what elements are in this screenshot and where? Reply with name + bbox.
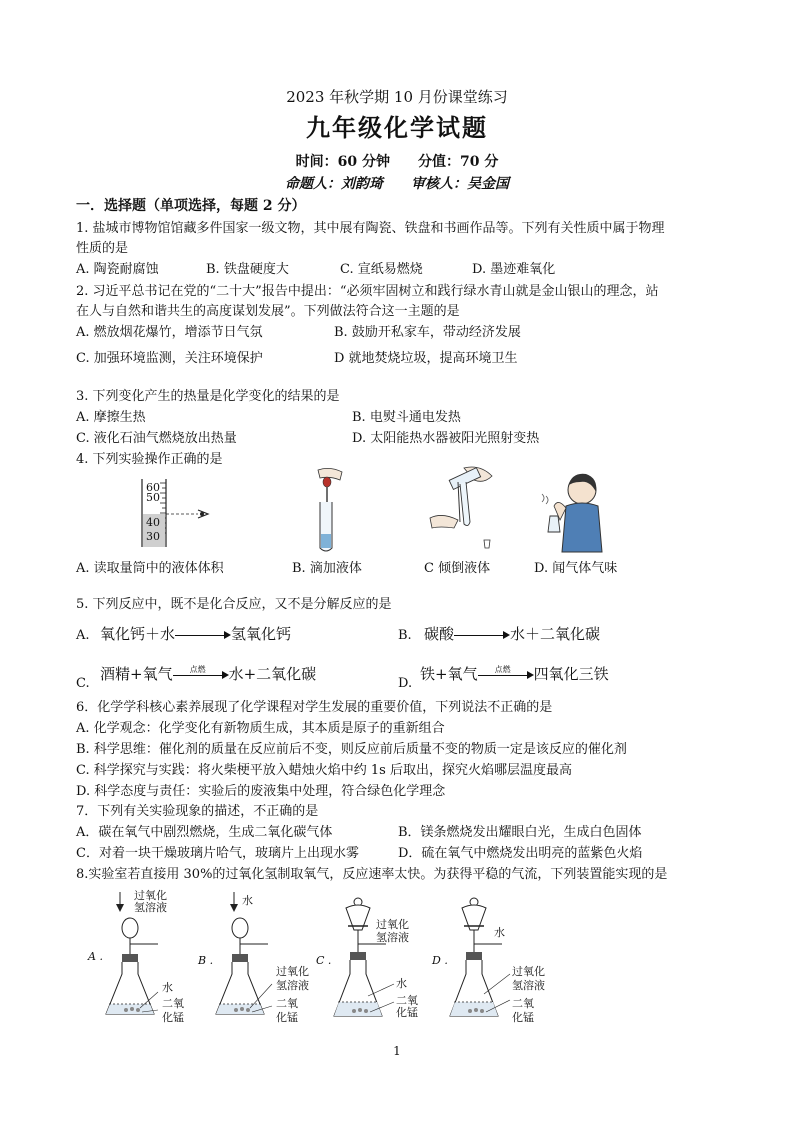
q6-stem: 6．化学学科核心素养展现了化学课程对学生发展的重要价值，下列说法不正确的是 <box>76 700 553 715</box>
equation-reactants: 酒精+氧气 <box>100 665 173 683</box>
q8-a-right-3: 化锰 <box>162 1011 184 1024</box>
q8-b-top-line1: 水 <box>242 894 253 907</box>
q6-option-b: B. 科学思维：催化剂的质量在反应前后不变，则反应前后质量不变的物质一定是该反应的催化剂 <box>76 742 627 757</box>
cylinder-tick-50: 50 <box>146 491 160 504</box>
q4-figure-b-dropper <box>300 466 360 554</box>
reaction-arrow <box>173 665 229 682</box>
q8-c-label: C . <box>316 954 332 967</box>
q1-option-a: A. 陶瓷耐腐蚀 <box>76 262 159 277</box>
q6-option-c: C. 科学探究与实践：将火柴梗平放入蜡烛火焰中约 1s 后取出，探究火焰哪层温度最高 <box>76 763 572 778</box>
q7-stem: 7．下列有关实验现象的描述，不正确的是 <box>76 804 319 819</box>
reaction-arrow <box>454 628 510 642</box>
q1-stem-line1: 1. 盐城市博物馆馆藏多件国家一级文物，其中展有陶瓷、铁盘和书画作品等。下列有关性质中属于物理 <box>76 221 665 236</box>
q2-option-c: C. 加强环境监测，关注环境保护 <box>76 351 263 366</box>
q3-option-a: A. 摩擦生热 <box>76 410 146 425</box>
q2-option-a: A. 燃放烟花爆竹，增添节日气氛 <box>76 325 263 340</box>
q1-stem-line2: 性质的是 <box>76 241 129 256</box>
q4-figure-d-smelling <box>540 466 610 554</box>
q8-a-top-line1: 过氧化 <box>134 889 167 902</box>
q1-option-d: D. 墨迹难氧化 <box>472 262 556 277</box>
reaction-arrow <box>478 665 534 682</box>
q8-a-top-line2: 氢溶液 <box>134 901 167 914</box>
q8-stem: 8.实验室若直接用 30%的过氧化氢制取氧气，反应速率太快。为获得平稳的气流，下列装置能实现的是 <box>76 867 668 882</box>
q8-b-right-1: 过氧化 <box>276 965 309 978</box>
q1-option-c: C. 宣纸易燃烧 <box>340 262 423 277</box>
q3-option-c: C. 液化石油气燃烧放出热量 <box>76 431 237 446</box>
q8-c-top-line1: 过氧化 <box>376 918 409 931</box>
q4-option-c: C 倾倒液体 <box>424 561 491 576</box>
q4-option-b: B. 滴加液体 <box>292 561 362 576</box>
q8-b-right-4: 化锰 <box>276 1011 298 1024</box>
q2-stem-line1: 2. 习近平总书记在党的“二十大”报告中提出：“必须牢固树立和践行绿水青山就是金山银山的理念，站 <box>76 284 659 299</box>
q8-b-label: B . <box>198 954 214 967</box>
q5-option-b-label: B. <box>398 628 412 643</box>
equation-reactants: 铁+氧气 <box>420 665 478 683</box>
q2-stem-line2: 在人与自然和谐共生的高度谋划发展”。下列做法符合这一主题的是 <box>76 304 460 319</box>
q5-option-d-equation <box>420 664 609 684</box>
q5-option-a-label: A. <box>76 628 90 643</box>
q5-option-b-equation <box>424 624 600 644</box>
q2-option-d: D 就地焚烧垃圾，提高环境卫生 <box>334 351 518 366</box>
q7-option-c: C．对着一块干燥玻璃片哈气，玻璃片上出现水雾 <box>76 846 359 861</box>
q4-figure-c-pouring <box>424 462 504 554</box>
q8-d-right-3: 二氧 <box>512 997 534 1010</box>
q8-c-top-line2: 氢溶液 <box>376 931 409 944</box>
q5-option-a-equation <box>100 624 291 644</box>
exam-title: 九年级化学试题 <box>306 113 488 142</box>
q6-option-d: D. 科学态度与责任：实验后的废液集中处理，符合绿色化学理念 <box>76 784 446 799</box>
q3-option-d: D. 太阳能热水器被阳光照射变热 <box>352 431 540 446</box>
equation-products: 氢氧化钙 <box>231 625 292 643</box>
q6-option-a: A. 化学观念：化学变化有新物质生成，其本质是原子的重新组合 <box>76 721 445 736</box>
cylinder-tick-60: 60 <box>146 481 160 494</box>
equation-products: 水＋二氧化碳 <box>510 625 601 643</box>
q5-stem: 5. 下列反应中，既不是化合反应，又不是分解反应的是 <box>76 597 392 612</box>
equation-reactants: 氧化钙＋水 <box>100 625 176 643</box>
q8-d-label: D . <box>432 954 448 967</box>
q5-option-d-label: D. <box>398 676 413 691</box>
q3-stem: 3. 下列变化产生的热量是化学变化的结果的是 <box>76 389 340 404</box>
q7-option-b: B．镁条燃烧发出耀眼白光，生成白色固体 <box>398 825 642 840</box>
exam-authors: 命题人：刘韵琦 审核人：吴金国 <box>285 176 509 192</box>
reaction-condition: 点燃 <box>189 665 206 674</box>
q8-b-right-3: 二氧 <box>276 997 298 1010</box>
q8-c-right-3: 化锰 <box>396 1006 418 1019</box>
q8-a-label: A . <box>88 950 103 963</box>
equation-products: 水+二氧化碳 <box>228 665 317 683</box>
page-number: 1 <box>393 1044 401 1058</box>
q7-option-a: A．碳在氧气中剧烈燃烧，生成二氧化碳气体 <box>76 825 333 840</box>
q8-apparatus-d <box>448 896 518 1024</box>
q3-option-b: B. 电熨斗通电发热 <box>352 410 461 425</box>
equation-products: 四氧化三铁 <box>533 665 609 683</box>
reaction-condition: 点燃 <box>494 665 511 674</box>
cylinder-tick-30: 30 <box>146 530 160 543</box>
q8-d-right-1: 过氧化 <box>512 965 545 978</box>
cylinder-tick-40: 40 <box>146 516 160 529</box>
q4-stem: 4. 下列实验操作正确的是 <box>76 452 223 467</box>
q5-option-c-equation <box>100 664 316 684</box>
q8-b-right-2: 氢溶液 <box>276 979 309 992</box>
q4-option-d: D. 闻气体气味 <box>534 561 618 576</box>
q8-d-top-line1: 水 <box>494 926 505 939</box>
q8-c-right-2: 二氧 <box>396 994 418 1007</box>
q8-a-right-1: 水 <box>162 981 173 994</box>
q2-option-b: B. 鼓励开私家车，带动经济发展 <box>334 325 521 340</box>
q4-option-a: A. 读取量筒中的液体体积 <box>76 561 224 576</box>
q8-a-right-2: 二氧 <box>162 997 184 1010</box>
q8-d-right-2: 氢溶液 <box>512 979 545 992</box>
q5-option-c-label: C. <box>76 676 90 691</box>
q8-c-right-1: 水 <box>396 977 407 990</box>
q7-option-d: D．硫在氧气中燃烧发出明亮的蓝紫色火焰 <box>398 846 643 861</box>
exam-time-score: 时间：60 分钟 分值：70 分 <box>295 154 499 170</box>
equation-reactants: 碳酸 <box>424 625 455 643</box>
q1-option-b: B. 铁盘硬度大 <box>206 262 289 277</box>
q8-d-right-4: 化锰 <box>512 1011 534 1024</box>
exam-subtitle: 2023 年秋学期 10 月份课堂练习 <box>286 88 508 106</box>
reaction-arrow <box>175 628 231 642</box>
section-heading: 一．选择题（单项选择，每题 2 分） <box>76 198 306 214</box>
